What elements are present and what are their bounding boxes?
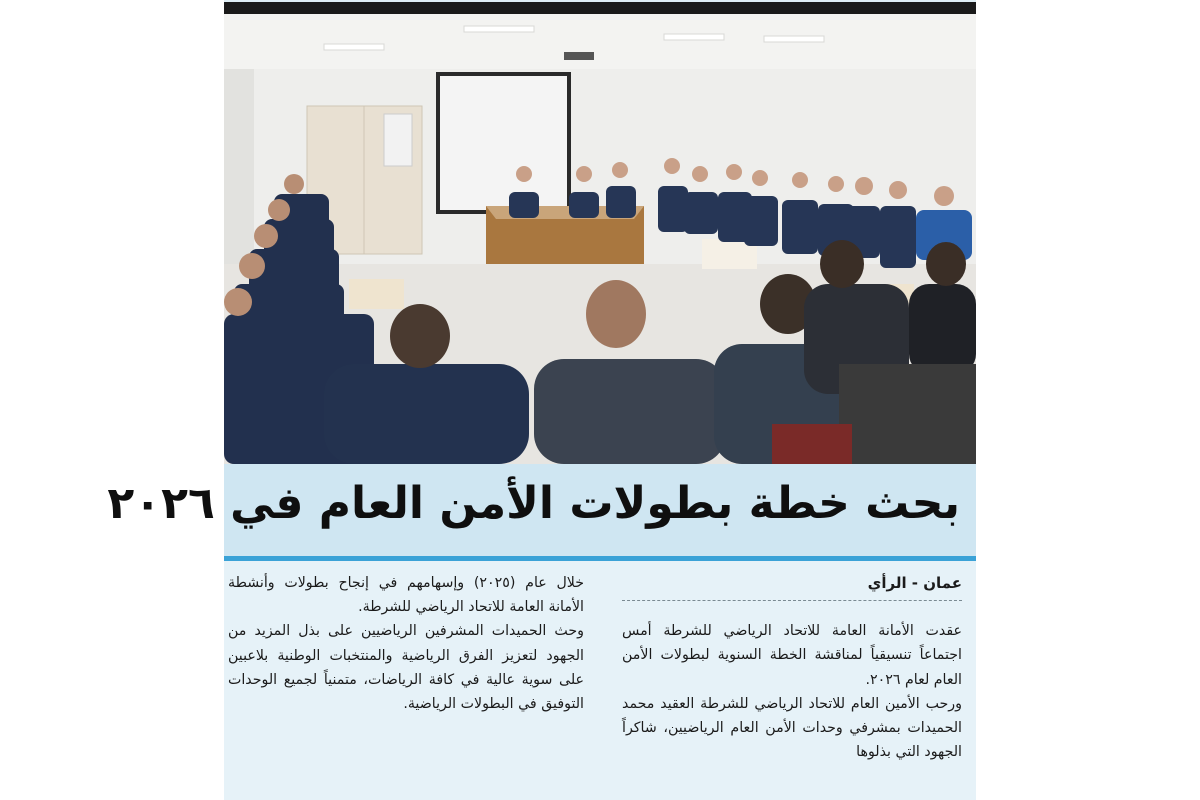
article-headline: بحث خطة بطولات الأمن العام في ٢٠٢٦: [107, 478, 960, 529]
article-body: [224, 561, 976, 800]
newspaper-clipping: [107, 0, 976, 800]
byline: عمان - الرأي: [622, 571, 962, 601]
headline-band: [107, 464, 976, 558]
right-column: [622, 571, 962, 764]
paragraph: وحث الحميدات المشرفين الرياضيين على بذل المزيد من الجهود لتعزيز الفرق الرياضية والمنتخبات الوطنية بلاعبين على سوية عالية في كافة الرياضات، متمنياً لجميع الوحدات التوفيق في البطولات الرياضية.: [228, 623, 584, 713]
paragraph: خلال عام (٢٠٢٥) وإسهامهم في إنجاح بطولات وأنشطة الأمانة العامة للاتحاد الرياضي للشرطة.: [228, 575, 585, 616]
meeting-room-photo: [224, 14, 976, 464]
paragraph: ورحب الأمين العام للاتحاد الرياضي للشرطة العقيد محمد الحميدات بمشرفي وحدات الأمن العام الرياضيين، شاكراً الجهود التي بذلوها: [622, 695, 962, 761]
paragraph: عقدت الأمانة العامة للاتحاد الرياضي للشرطة أمس اجتماعاً تنسيقياً لمناقشة الخطة السنوية لبطولات الأمن العام لعام ٢٠٢٦.: [622, 623, 962, 688]
top-border: [224, 2, 976, 14]
left-column: [228, 571, 584, 716]
